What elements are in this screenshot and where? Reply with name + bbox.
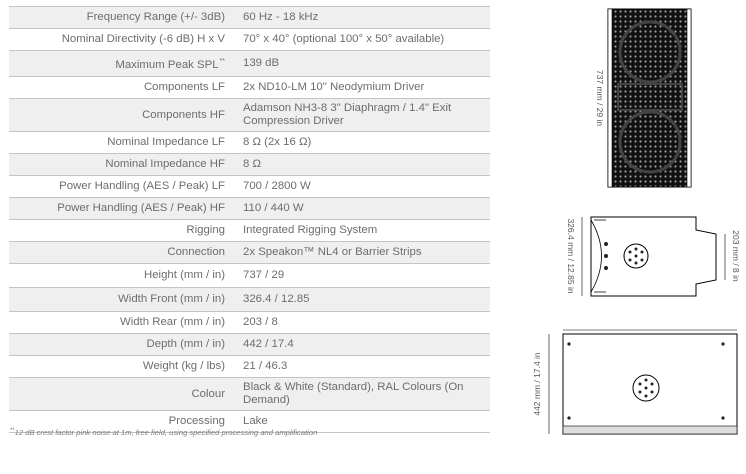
top-view-drawing [560,212,746,298]
spec-row [9,356,490,378]
spec-label: Connection [9,242,227,264]
spec-label: Nominal Impedance HF [9,154,227,176]
spec-row [9,51,490,77]
spec-label: Power Handling (AES / Peak) LF [59,180,225,192]
spec-row [9,312,490,334]
spec-label: Height (mm / in) [143,269,225,281]
footnote-mark: ** [10,428,15,434]
side-view-drawing [525,322,741,438]
spec-row [9,154,490,176]
spec-row [9,29,490,51]
spec-label: Nominal Impedance LF [107,136,225,148]
spec-value: 110 / 440 W [243,198,490,220]
spec-row [9,242,490,264]
spec-label: Width Front (mm / in) [9,288,227,312]
spec-value: 442 / 17.4 [243,334,490,356]
spec-value: 737 / 29 [243,269,285,281]
spec-label: Maximum Peak SPL** [9,51,227,77]
front-cabinet [608,9,691,187]
spec-row [9,378,490,411]
spec-value: 139 dB [243,51,490,77]
spec-label: Power Handling (AES / Peak) HF [9,198,227,220]
spec-label: Components HF [9,99,227,132]
spec-row [9,198,490,220]
spec-label: Frequency Range (+/- 3dB) [9,7,227,29]
spec-label: Processing [168,415,225,427]
spec-row [9,77,490,99]
spec-row [9,220,490,242]
spec-value: 8 Ω [243,154,490,176]
spec-row [9,288,490,312]
spec-value: Adamson NH3-8 3" Diaphragm / 1.4" Exit Compression Driver [243,99,490,132]
footnote-text: 12 dB crest factor pink noise at 1m, free field, using specified processing and amplification [14,428,318,437]
spec-row [9,334,490,356]
spec-value: 70° x 40° (optional 100° x 50° available) [243,33,445,45]
spec-label: Rigging [186,224,225,236]
spec-row [9,264,490,288]
spec-value: 60 Hz - 18 kHz [243,7,490,29]
spec-label: Nominal Directivity (-6 dB) H x V [61,33,225,45]
spec-row [9,99,490,132]
spec-value: 2x Speakon™ NL4 or Barrier Strips [243,242,490,264]
spec-value: 21 / 46.3 [243,360,288,372]
rear-width-label: 203 mm / 8 in [731,230,741,282]
spec-row [9,132,490,154]
footnote-mark: ** [219,58,225,65]
spec-value: 8 Ω (2x 16 Ω) [243,136,312,148]
footnote [10,428,317,437]
spec-label: Depth (mm / in) [9,334,227,356]
spec-value: Black & White (Standard), RAL Colours (On Demand) [243,378,490,411]
spec-row [9,176,490,198]
spec-row [9,7,490,29]
spec-table [9,6,490,433]
side-cabinet [563,334,737,434]
spec-value: Integrated Rigging System [243,224,378,236]
spec-value: 700 / 2800 W [243,180,311,192]
front-width-label: 326.4 mm / 12.85 in [566,218,576,294]
spec-value: 326.4 / 12.85 [243,288,490,312]
depth-label: 442 mm / 17.4 in [532,352,542,416]
spec-label: Colour [9,378,227,411]
spec-label: Width Rear (mm / in) [119,316,225,328]
spec-label: Weight (kg / lbs) [142,360,225,372]
front-height-label: 737 mm / 29 in [595,69,605,127]
spec-value: 203 / 8 [243,316,278,328]
top-cabinet-outline [591,217,716,296]
spec-value: Lake [243,415,268,427]
spec-label: Components LF [143,81,225,93]
front-view-drawing [578,4,698,192]
spec-value: 2x ND10-LM 10" Neodymium Driver [243,81,425,93]
